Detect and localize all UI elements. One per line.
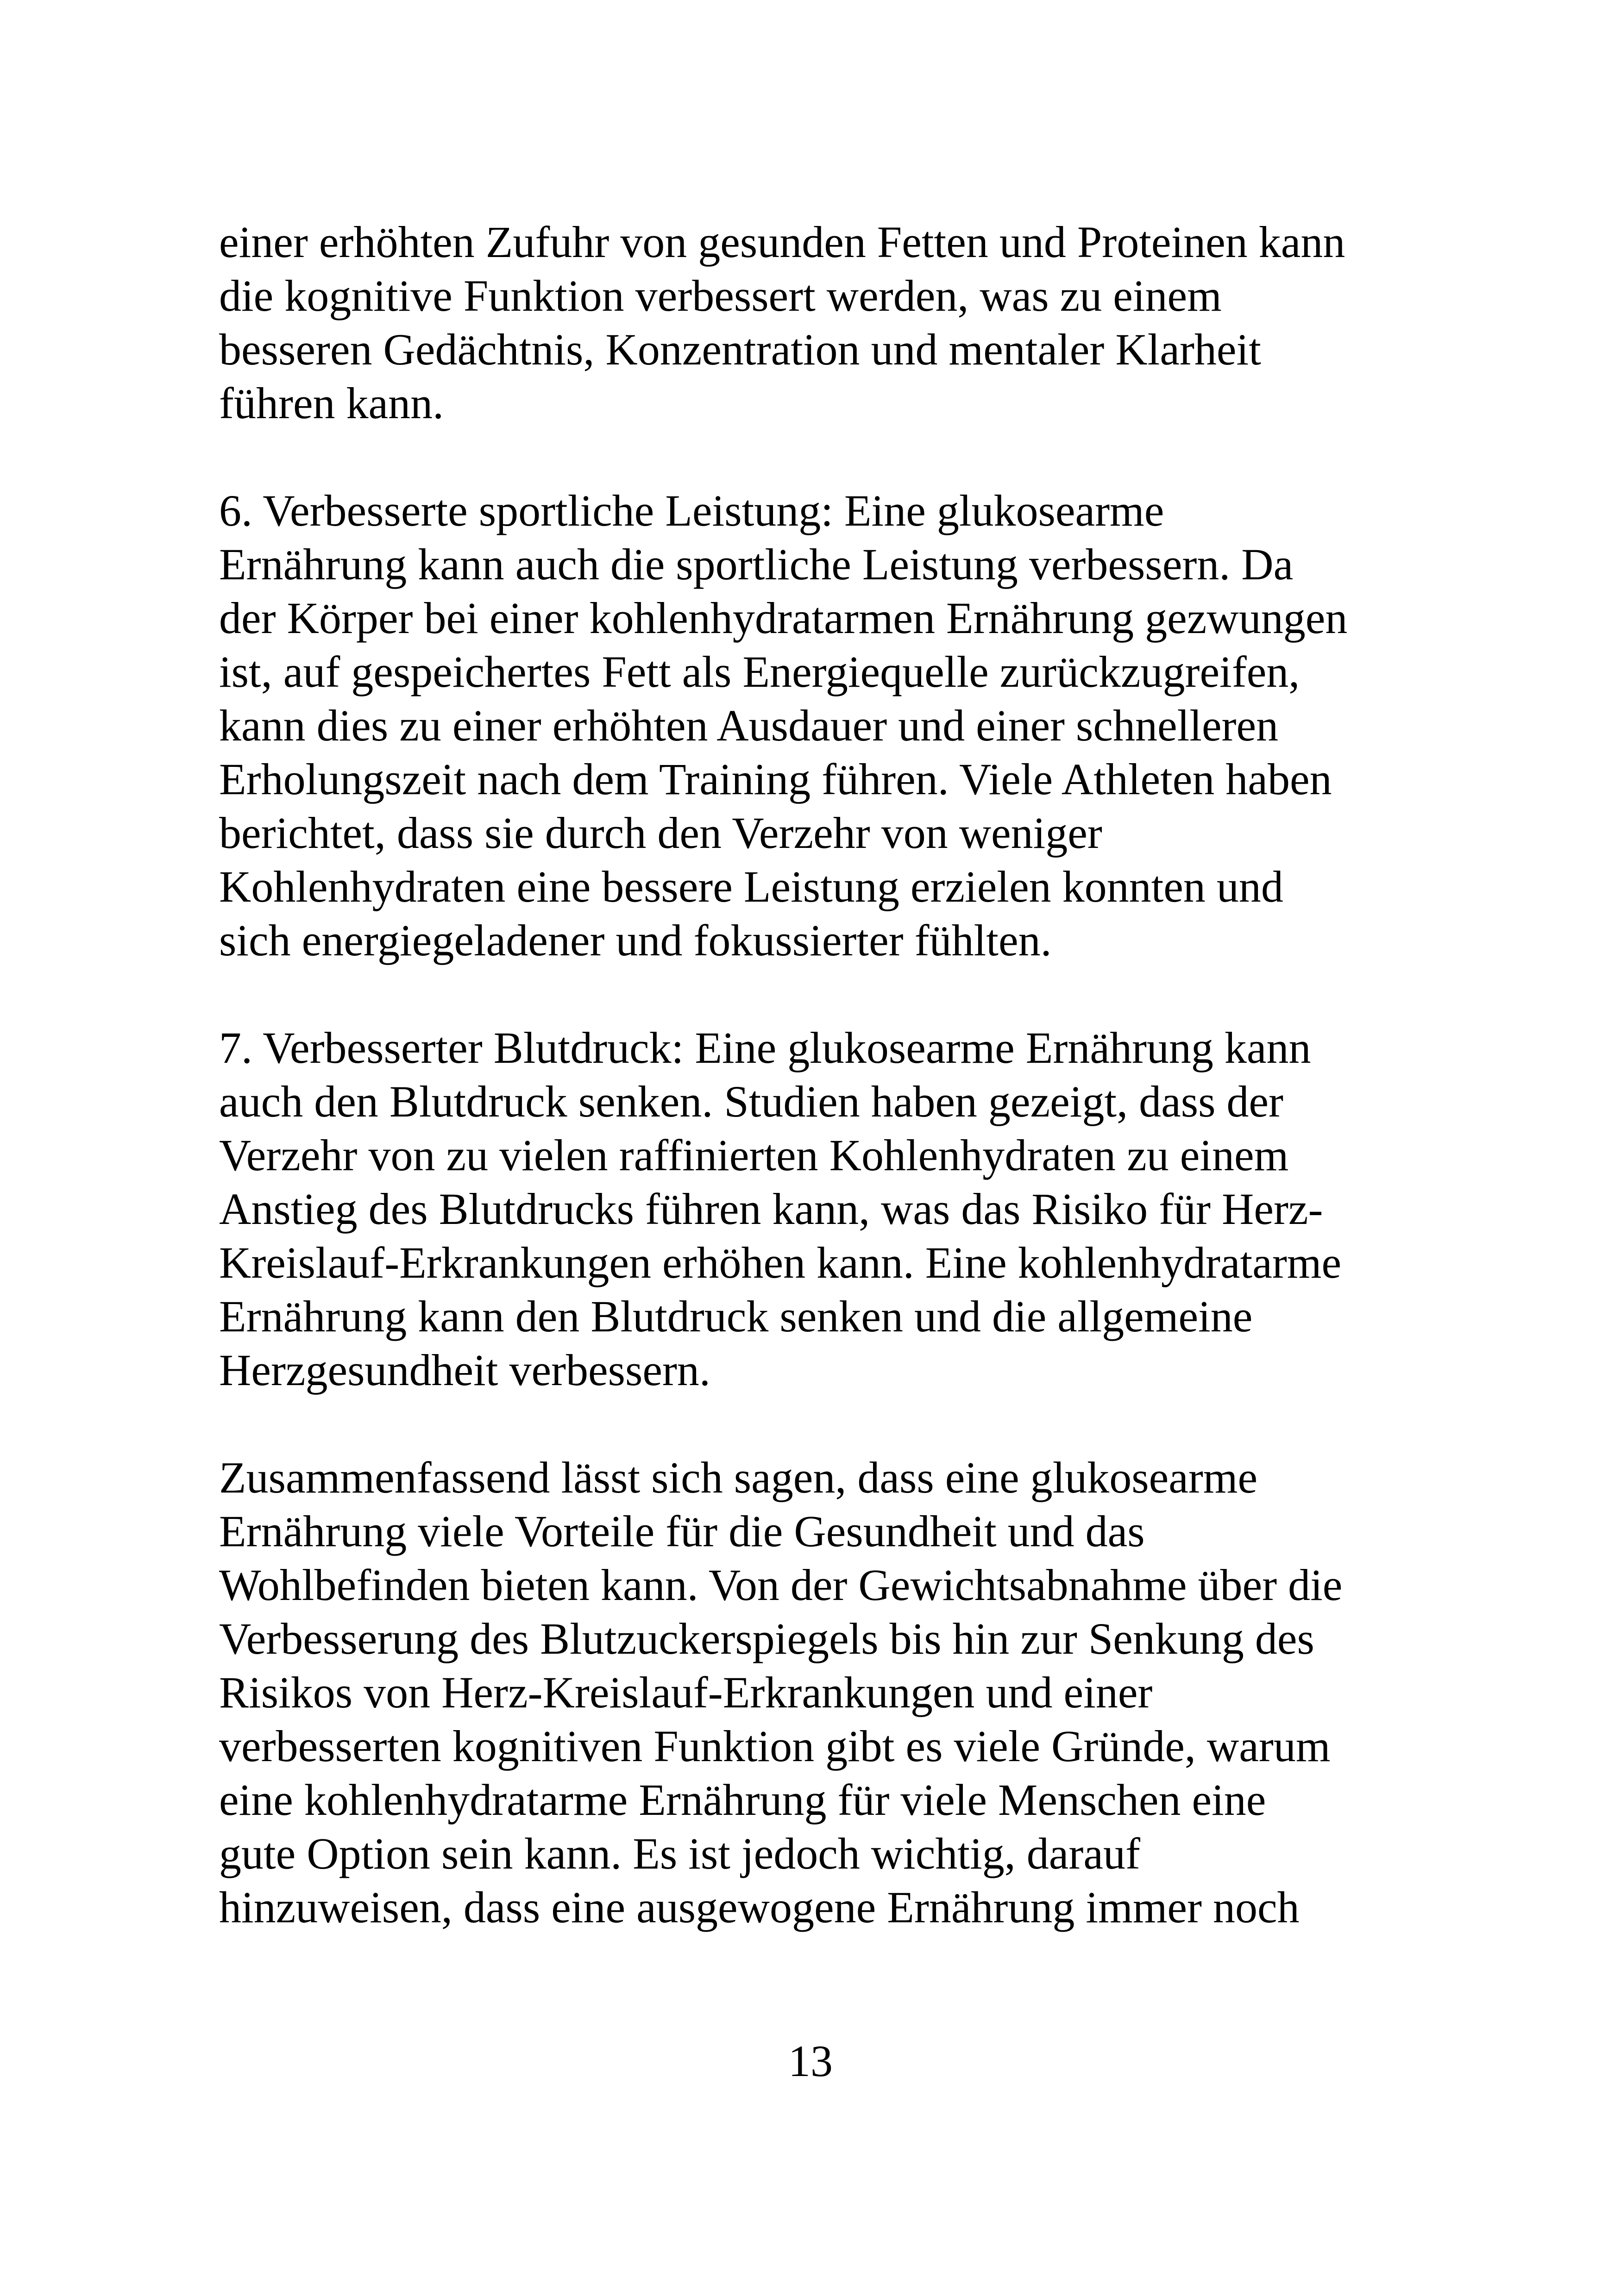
paragraph-blood-pressure bbox=[219, 1021, 1414, 1397]
text-line: Erholungszeit nach dem Training führen. Viele Athleten haben bbox=[219, 754, 1332, 804]
text-line: sich energiegeladener und fokussierter fühlten. bbox=[219, 916, 1052, 965]
text-line: Ernährung viele Vorteile für die Gesundheit und das bbox=[219, 1506, 1145, 1556]
text-line: hinzuweisen, dass eine ausgewogene Ernährung immer noch bbox=[219, 1882, 1300, 1932]
paragraph-summary bbox=[219, 1451, 1414, 1934]
text-line: 6. Verbesserte sportliche Leistung: Eine glukosearme bbox=[219, 486, 1164, 535]
text-line: ist, auf gespeichertes Fett als Energiequelle zurückzugreifen, bbox=[219, 647, 1300, 696]
paragraph-sport-performance bbox=[219, 484, 1414, 967]
text-line: führen kann. bbox=[219, 378, 444, 428]
text-line: Verbesserung des Blutzuckerspiegels bis hin zur Senkung des bbox=[219, 1614, 1314, 1663]
text-line: Kohlenhydraten eine bessere Leistung erzielen konnten und bbox=[219, 862, 1283, 911]
text-line: Kreislauf-Erkrankungen erhöhen kann. Eine kohlenhydratarme bbox=[219, 1238, 1342, 1287]
text-line: berichtet, dass sie durch den Verzehr von weniger bbox=[219, 808, 1102, 858]
paragraph-cognitive-function bbox=[219, 215, 1414, 430]
text-line: eine kohlenhydratarme Ernährung für viele Menschen eine bbox=[219, 1775, 1266, 1825]
text-line: kann dies zu einer erhöhten Ausdauer und einer schnelleren bbox=[219, 701, 1279, 750]
text-line: gute Option sein kann. Es ist jedoch wichtig, darauf bbox=[219, 1829, 1140, 1878]
text-line: besseren Gedächtnis, Konzentration und mentaler Klarheit bbox=[219, 325, 1261, 374]
page-number: 13 bbox=[788, 2036, 833, 2086]
text-line: auch den Blutdruck senken. Studien haben gezeigt, dass der bbox=[219, 1077, 1283, 1126]
text-line: einer erhöhten Zufuhr von gesunden Fetten und Proteinen kann bbox=[219, 217, 1345, 267]
text-line: Ernährung kann den Blutdruck senken und die allgemeine bbox=[219, 1292, 1253, 1341]
text-line: Verzehr von zu vielen raffinierten Kohlenhydraten zu einem bbox=[219, 1130, 1289, 1180]
body-text bbox=[219, 215, 1414, 1988]
text-line: 7. Verbesserter Blutdruck: Eine glukosearme Ernährung kann bbox=[219, 1023, 1311, 1073]
text-line: Risikos von Herz-Kreislauf-Erkrankungen und einer bbox=[219, 1668, 1153, 1717]
text-line: Anstieg des Blutdrucks führen kann, was das Risiko für Herz- bbox=[219, 1184, 1323, 1234]
text-line: Ernährung kann auch die sportliche Leistung verbessern. Da bbox=[219, 539, 1294, 589]
text-line: der Körper bei einer kohlenhydratarmen Ernährung gezwungen bbox=[219, 593, 1348, 643]
text-line: die kognitive Funktion verbessert werden, was zu einem bbox=[219, 271, 1222, 320]
text-line: Zusammenfassend lässt sich sagen, dass eine glukosearme bbox=[219, 1453, 1258, 1502]
text-line: verbesserten kognitiven Funktion gibt es viele Gründe, warum bbox=[219, 1721, 1331, 1771]
text-line: Herzgesundheit verbessern. bbox=[219, 1345, 710, 1395]
text-line: Wohlbefinden bieten kann. Von der Gewichtsabnahme über die bbox=[219, 1560, 1343, 1610]
